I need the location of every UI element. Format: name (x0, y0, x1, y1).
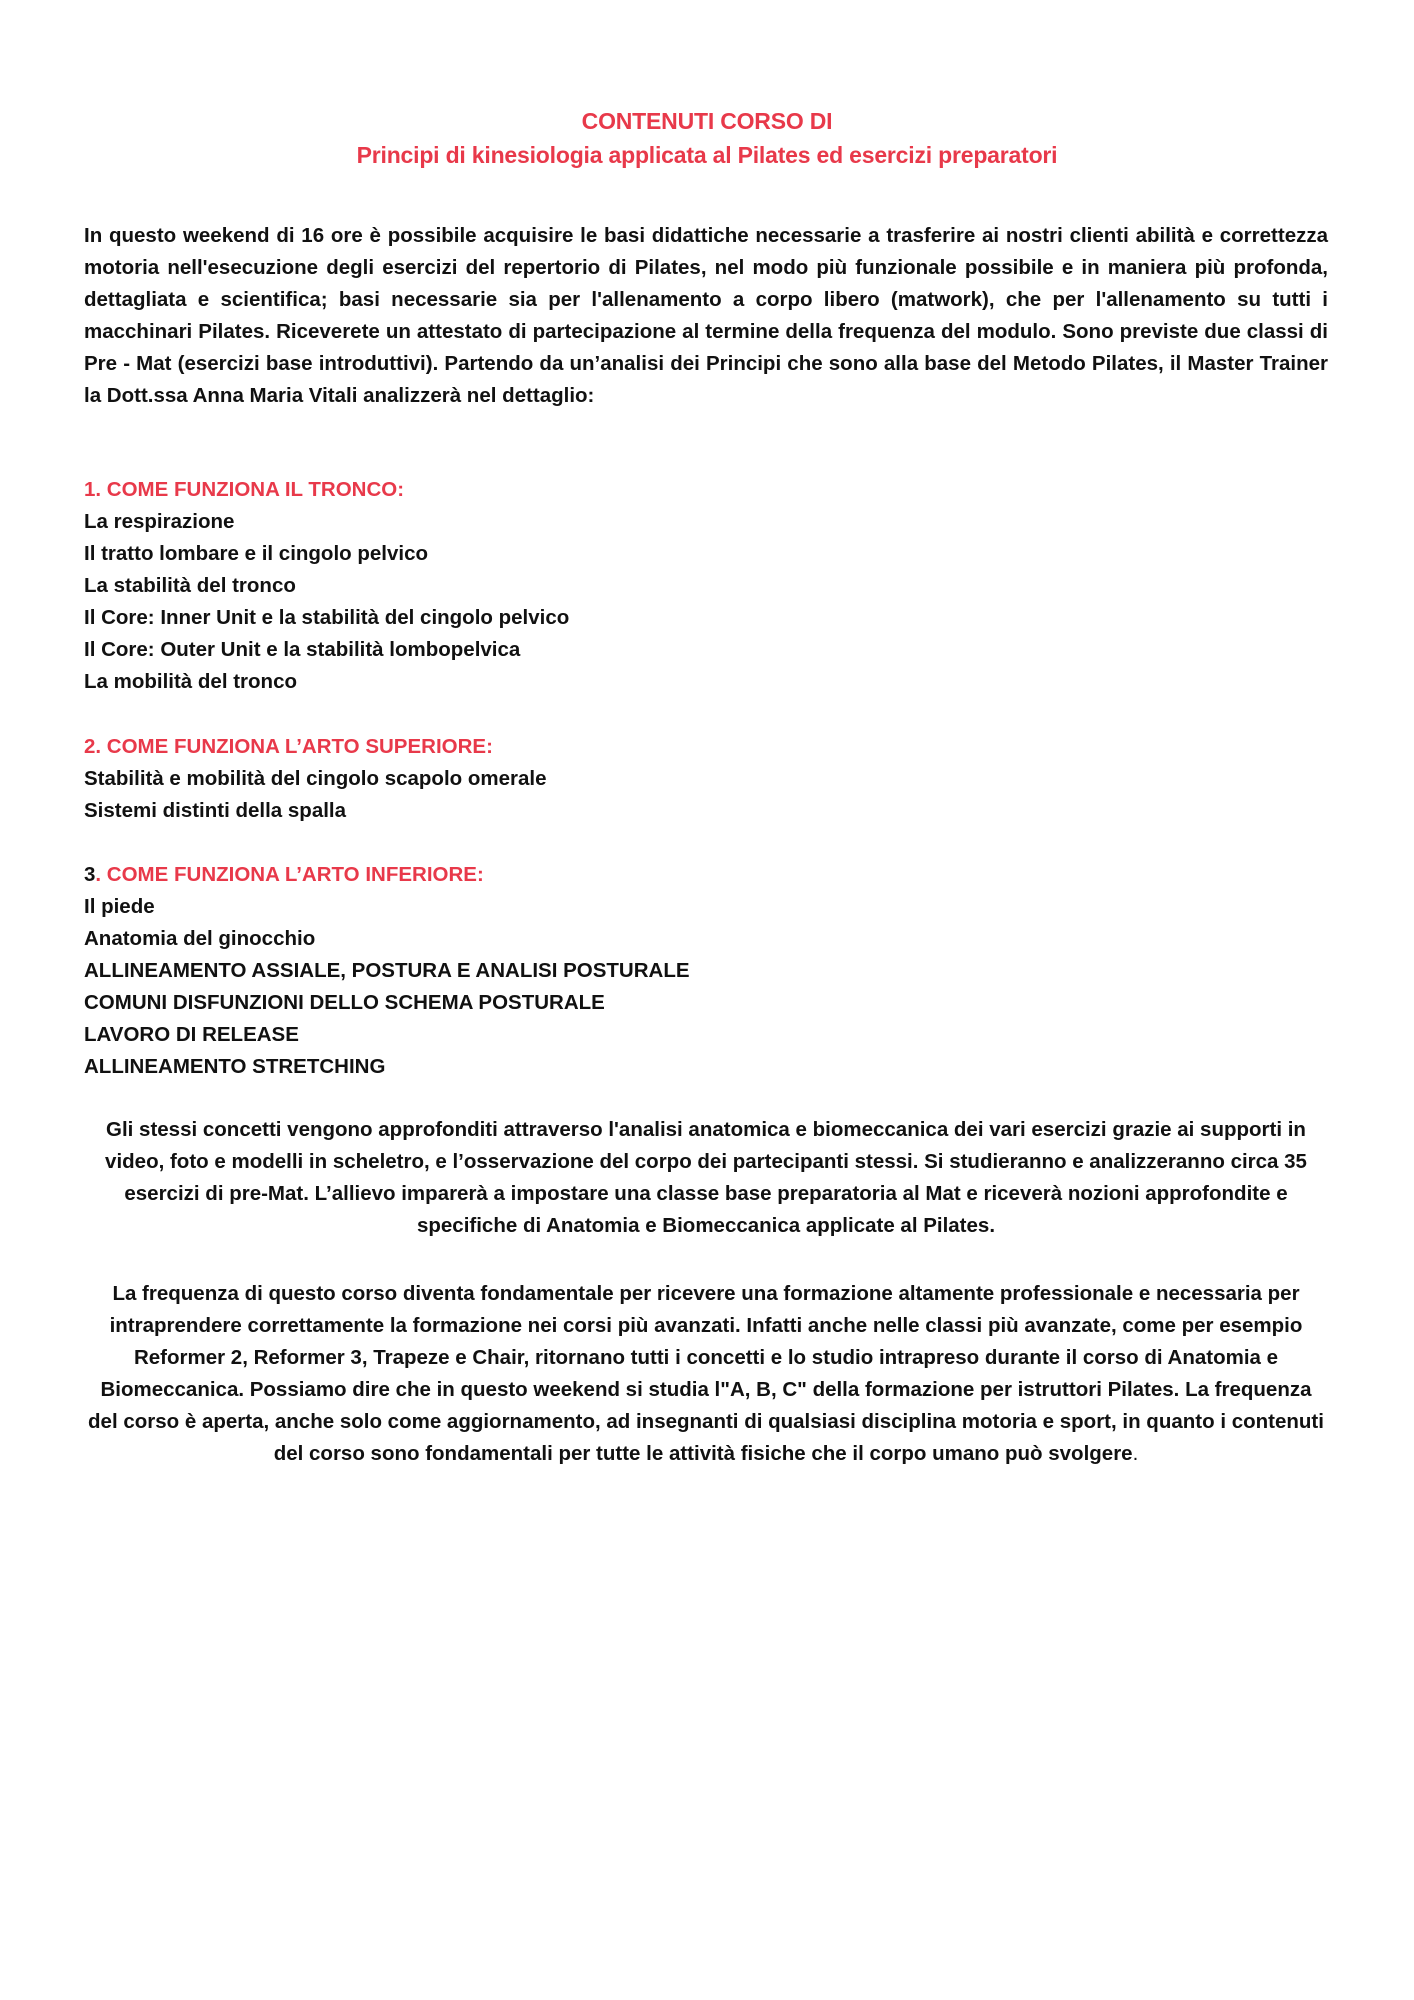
section-heading (84, 731, 547, 763)
list-item: COMUNI DISFUNZIONI DELLO SCHEMA POSTURALE (84, 991, 605, 1014)
title-line-2: Principi di kinesiologia applicata al Pilates ed esercizi preparatori (356, 142, 1058, 168)
section-heading-text: . COME FUNZIONA L’ARTO INFERIORE: (95, 863, 484, 886)
methods-paragraph: Gli stessi concetti vengono approfonditi attraverso l'analisi anatomica e biomeccanica dei vari esercizi grazie ai supporti in video, foto e modelli in scheletro, e l’osservazione del corpo dei partecipanti stessi. Si studieranno e analizzeranno circa 35 esercizi di pre-Mat. L’allievo imparerà a impostare una classe base preparatoria al Mat e riceverà nozioni approfondite e specifiche di Anatomia e Biomeccanica applicate al Pilates. (105, 1118, 1307, 1237)
section-number: 1 (84, 478, 96, 501)
list-item: La mobilità del tronco (84, 670, 297, 693)
section-upper-limb (84, 731, 547, 827)
section-heading-text: . COME FUNZIONA IL TRONCO: (95, 478, 405, 501)
list-item: La stabilità del tronco (84, 574, 296, 597)
list-item: Anatomia del ginocchio (84, 927, 316, 950)
course-importance-text: La frequenza di questo corso diventa fondamentale per ricevere una formazione altamente professionale e necessaria per intraprendere correttamente la formazione nei corsi più avanzati. Infatti anche nelle classi più avanzate, come per esempio Reformer 2, Reformer 3, Trapeze e Chair, ritornano tutti i concetti e lo studio intrapreso durante il corso di Anatomia e Biomeccanica. Possiamo dire che in questo weekend si studia l"A, B, C" della formazione per istruttori Pilates. La frequenza del corso è aperta, anche solo come aggiornamento, ad insegnanti di qualsiasi disciplina motoria e sport, in quanto i contenuti del corso sono fondamentali per tutte le attività fisiche che il corpo umano può svolgere (88, 1282, 1324, 1465)
list-item: LAVORO DI RELEASE (84, 1023, 299, 1046)
course-importance-paragraph (84, 1278, 1328, 1470)
final-period: . (1132, 1442, 1139, 1465)
section-heading-text: . COME FUNZIONA L’ARTO SUPERIORE: (95, 735, 493, 758)
list-item: Il Core: Outer Unit e la stabilità lombopelvica (84, 638, 521, 661)
intro-paragraph: In questo weekend di 16 ore è possibile acquisire le basi didattiche necessarie a trasferire ai nostri clienti abilità e correttezza motoria nell'esecuzione degli esercizi del repertorio di Pilates, nel modo più funzionale possibile e in maniera più profonda, dettagliata e scientifica; basi necessarie sia per l'allenamento a corpo libero (matwork), che per l'allenamento su tutti i macchinari Pilates. Riceverete un attestato di partecipazione al termine della frequenza del modulo. Sono previste due classi di Pre - Mat (esercizi base introduttivi). Partendo da un’analisi dei Principi che sono alla base del Metodo Pilates, il Master Trainer la Dott.ssa Anna Maria Vitali analizzerà nel dettaglio: (84, 224, 1328, 407)
section-lower-limb (84, 859, 690, 1083)
list-item: Il tratto lombare e il cingolo pelvico (84, 542, 429, 565)
document-title (0, 104, 1414, 172)
section-number: 2 (84, 735, 96, 758)
title-line-1: CONTENUTI CORSO DI (581, 108, 833, 134)
list-item: Il piede (84, 895, 155, 918)
list-item: Sistemi distinti della spalla (84, 799, 347, 822)
list-item: ALLINEAMENTO STRETCHING (84, 1055, 386, 1078)
section-number: 3 (84, 863, 96, 886)
section-trunk (84, 474, 569, 698)
section-heading (84, 859, 690, 891)
section-heading (84, 474, 569, 506)
list-item: La respirazione (84, 510, 235, 533)
list-item: ALLINEAMENTO ASSIALE, POSTURA E ANALISI POSTURALE (84, 959, 690, 982)
list-item: Stabilità e mobilità del cingolo scapolo omerale (84, 767, 547, 790)
list-item: Il Core: Inner Unit e la stabilità del cingolo pelvico (84, 606, 570, 629)
